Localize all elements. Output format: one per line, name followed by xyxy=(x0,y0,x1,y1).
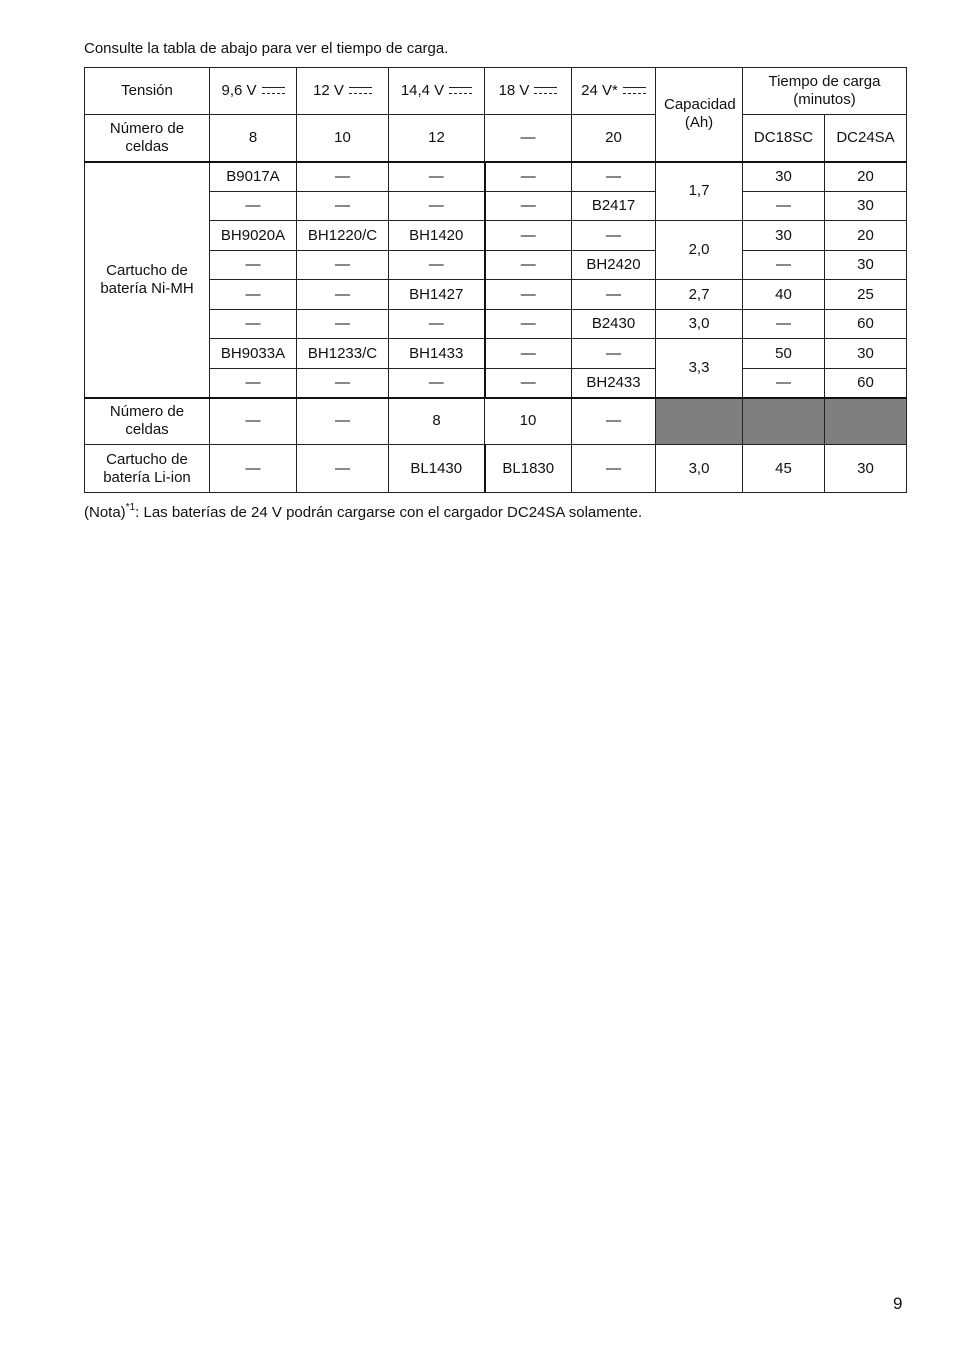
nimh-label-text: Cartucho de batería Ni-MH xyxy=(100,261,194,297)
voltage-label: 18 V xyxy=(498,82,530,99)
cells-label-text: Número de celdas xyxy=(109,119,185,155)
capacity-cell: 2,0 xyxy=(656,221,743,280)
model-cell: BH9020A xyxy=(210,221,297,251)
model-cell: — xyxy=(297,369,389,398)
dc-symbol-icon xyxy=(262,87,285,94)
model-cell: BH9033A xyxy=(210,339,297,369)
model-cell: B2430 xyxy=(572,310,656,339)
time-cell: 30 xyxy=(825,251,907,280)
cells-row xyxy=(85,115,907,162)
charger-dc24sa: DC24SA xyxy=(825,115,907,162)
time-cell: — xyxy=(743,192,825,221)
charge-time-header xyxy=(743,68,907,115)
liion-cells-label-text: Número de celdas xyxy=(109,403,185,439)
model-cell: — xyxy=(210,445,297,493)
time-cell: 45 xyxy=(743,445,825,493)
shaded-cell xyxy=(743,398,825,445)
model-cell: — xyxy=(210,192,297,221)
cell-count: — xyxy=(210,398,297,445)
model-cell: — xyxy=(485,339,572,369)
header-row xyxy=(85,68,907,115)
cell-count: 10 xyxy=(297,115,389,162)
capacity-cell: 2,7 xyxy=(656,280,743,310)
cell-count: 20 xyxy=(572,115,656,162)
cell-count: 8 xyxy=(210,115,297,162)
voltage-label: 14,4 V xyxy=(400,82,445,99)
model-cell: — xyxy=(389,310,485,339)
intro-text: Consulte la tabla de abajo para ver el tiempo de carga. xyxy=(84,40,449,57)
model-cell: BL1830 xyxy=(485,445,572,493)
liion-cells-label xyxy=(85,398,210,445)
table-row xyxy=(85,162,907,192)
model-cell: — xyxy=(572,339,656,369)
voltage-label: 24 V* xyxy=(581,82,618,99)
voltage-header xyxy=(297,68,389,115)
cell-count: 10 xyxy=(485,398,572,445)
model-cell: — xyxy=(572,280,656,310)
model-cell: — xyxy=(210,280,297,310)
capacity-cell: 1,7 xyxy=(656,162,743,221)
model-cell: — xyxy=(572,221,656,251)
time-cell: — xyxy=(743,251,825,280)
time-cell: 40 xyxy=(743,280,825,310)
time-cell: 25 xyxy=(825,280,907,310)
time-cell: 60 xyxy=(825,310,907,339)
cell-count: 8 xyxy=(389,398,485,445)
liion-label-text: Cartucho de batería Li-ion xyxy=(103,450,191,486)
model-cell: B9017A xyxy=(210,162,297,192)
time-cell: 60 xyxy=(825,369,907,398)
model-cell: — xyxy=(485,251,572,280)
time-cell: 30 xyxy=(825,192,907,221)
dc-symbol-icon xyxy=(449,87,472,94)
nimh-label xyxy=(85,162,210,398)
model-cell: — xyxy=(210,310,297,339)
model-cell: — xyxy=(297,310,389,339)
model-cell: — xyxy=(485,310,572,339)
footnote-prefix: (Nota) xyxy=(84,504,126,521)
dc-symbol-icon xyxy=(534,87,557,94)
time-cell: 30 xyxy=(743,162,825,192)
model-cell: B2417 xyxy=(572,192,656,221)
cell-count: — xyxy=(485,115,572,162)
model-cell: — xyxy=(485,280,572,310)
time-cell: 30 xyxy=(825,445,907,493)
time-cell: — xyxy=(743,310,825,339)
cells-label xyxy=(85,115,210,162)
capacity-cell: 3,0 xyxy=(656,310,743,339)
dc-symbol-icon xyxy=(349,87,372,94)
capacity-cell: 3,3 xyxy=(656,339,743,398)
model-cell: — xyxy=(297,192,389,221)
model-cell: — xyxy=(485,221,572,251)
time-cell: 20 xyxy=(825,221,907,251)
model-cell: — xyxy=(389,162,485,192)
model-cell: BH1420 xyxy=(389,221,485,251)
capacity-cell: 3,0 xyxy=(656,445,743,493)
model-cell: — xyxy=(572,162,656,192)
model-cell: BH1220/C xyxy=(297,221,389,251)
capacity-header xyxy=(656,68,743,162)
cell-count: — xyxy=(297,398,389,445)
voltage-label: 9,6 V xyxy=(221,82,257,99)
model-cell: — xyxy=(297,162,389,192)
model-cell: BH2420 xyxy=(572,251,656,280)
liion-label xyxy=(85,445,210,493)
charging-time-table xyxy=(84,67,907,493)
model-cell: — xyxy=(389,369,485,398)
model-cell: — xyxy=(485,192,572,221)
footnote xyxy=(84,503,642,521)
voltage-header xyxy=(210,68,297,115)
model-cell: BH1433 xyxy=(389,339,485,369)
time-cell: 20 xyxy=(825,162,907,192)
capacity-header-text: Capacidad (Ah) xyxy=(664,96,736,132)
voltage-header xyxy=(389,68,485,115)
model-cell: — xyxy=(297,280,389,310)
voltage-label: 12 V xyxy=(313,82,344,99)
time-cell: — xyxy=(743,369,825,398)
model-cell: — xyxy=(297,445,389,493)
model-cell: — xyxy=(210,369,297,398)
page-number: 9 xyxy=(893,1294,903,1313)
model-cell: — xyxy=(297,251,389,280)
model-cell: — xyxy=(389,251,485,280)
dc-symbol-icon xyxy=(623,87,646,94)
liion-cells-row xyxy=(85,398,907,445)
footnote-text: : Las baterías de 24 V podrán cargarse con el cargador DC24SA solamente. xyxy=(135,504,643,521)
shaded-cell xyxy=(825,398,907,445)
model-cell: BL1430 xyxy=(389,445,485,493)
model-cell: BH2433 xyxy=(572,369,656,398)
charge-time-header-text: Tiempo de carga (minutos) xyxy=(768,73,881,108)
model-cell: BH1427 xyxy=(389,280,485,310)
time-cell: 30 xyxy=(825,339,907,369)
model-cell: — xyxy=(485,162,572,192)
time-cell: 30 xyxy=(743,221,825,251)
time-cell: 50 xyxy=(743,339,825,369)
model-cell: BH1233/C xyxy=(297,339,389,369)
model-cell: — xyxy=(485,369,572,398)
model-cell: — xyxy=(389,192,485,221)
model-cell: — xyxy=(572,445,656,493)
cell-count: 12 xyxy=(389,115,485,162)
voltage-header xyxy=(485,68,572,115)
charger-dc18sc: DC18SC xyxy=(743,115,825,162)
voltage-header xyxy=(572,68,656,115)
liion-row xyxy=(85,445,907,493)
footnote-marker: *1 xyxy=(125,502,136,513)
model-cell: — xyxy=(210,251,297,280)
shaded-cell xyxy=(656,398,743,445)
cell-count: — xyxy=(572,398,656,445)
tension-header: Tensión xyxy=(85,68,210,115)
